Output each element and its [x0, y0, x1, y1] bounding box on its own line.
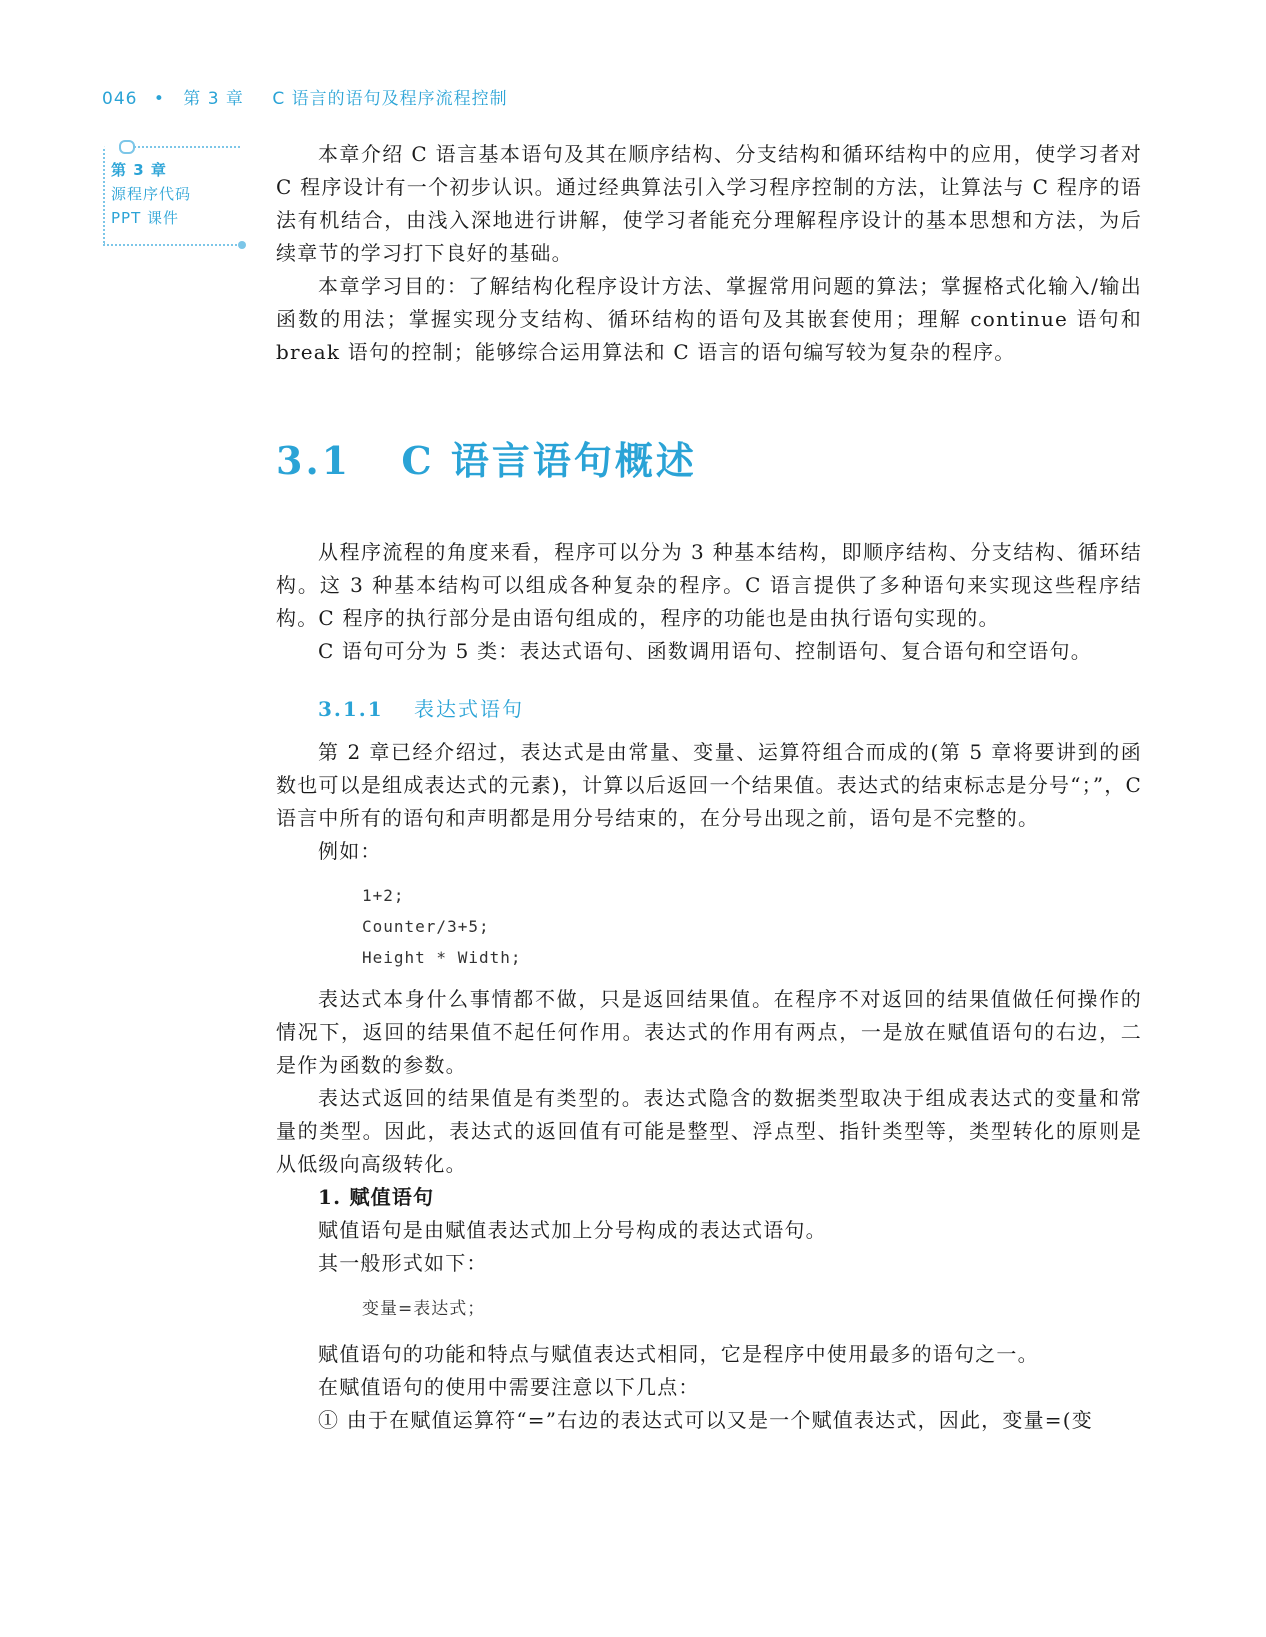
code-line: 1+2; [362, 886, 405, 905]
header-separator: • [153, 89, 165, 109]
subsection-block-2 [276, 983, 1142, 1280]
assignment-paragraph-3: 赋值语句的功能和特点与赋值表达式相同，它是程序中使用最多的语句之一。 [318, 1342, 1039, 1366]
section-intro-block [276, 536, 1142, 668]
intro-paragraph-2: 本章学习目的：了解结构化程序设计方法、掌握常用问题的算法；掌握格式化输入/输出函数的用法；掌握实现分支结构、循环结构的语句及其嵌套使用；理解 continue 语句和 break 语句的控制；能够综合运用算法和 C 语言的语句编写较为复杂的程序。 [276, 274, 1142, 364]
assignment-paragraph-2: 其一般形式如下： [318, 1251, 488, 1275]
intro-block [276, 138, 1142, 369]
code-line: Height * Width; [362, 948, 522, 967]
assignment-form-line: 变量=表达式； [362, 1299, 486, 1319]
section-paragraph-2: C 语句可分为 5 类：表达式语句、函数调用语句、控制语句、复合语句和空语句。 [318, 639, 1092, 663]
assignment-block [276, 1338, 1142, 1437]
assignment-paragraph-4: 在赋值语句的使用中需要注意以下几点： [318, 1375, 700, 1399]
assignment-paragraph-5: ① 由于在赋值运算符“=”右边的表达式可以又是一个赋值表达式，因此，变量=(变 [318, 1408, 1093, 1432]
code-example [362, 880, 522, 973]
intro-paragraph-1: 本章介绍 C 语言基本语句及其在顺序结构、分支结构和循环结构中的应用，使学习者对 C 程序设计有一个初步认识。通过经典算法引入学习程序控制的方法，让算法与 C 程序的语法有机结合，由浅入深地进行讲解，使学习者能充分理解程序设计的基本思想和方法，为后续章节的学习打下良好的基础。 [276, 142, 1142, 265]
section-title: C 语言语句概述 [401, 438, 697, 483]
assignment-form [362, 1294, 485, 1325]
header-title: C 语言的语句及程序流程控制 [272, 89, 508, 109]
running-header [102, 84, 508, 109]
subsection-title: 表达式语句 [414, 697, 525, 721]
subsection-paragraph-2: 表达式本身什么事情都不做，只是返回结果值。在程序不对返回的结果值做任何操作的情况下，返回的结果值不起任何作用。表达式的作用有两点，一是放在赋值语句的右边，二是作为函数的参数。 [276, 987, 1142, 1077]
assignment-heading: 1. 赋值语句 [318, 1185, 435, 1209]
subsection-paragraph-1: 第 2 章已经介绍过，表达式是由常量、变量、运算符组合而成的(第 5 章将要讲到的函数也可以是组成表达式的元素)，计算以后返回一个结果值。表达式的结束标志是分号“；”，C 语言中所有的语句和声明都是用分号结束的，在分号出现之前，语句是不完整的。 [276, 740, 1142, 830]
paperclip-icon [119, 140, 135, 154]
assignment-paragraph-1: 赋值语句是由赋值表达式加上分号构成的表达式语句。 [318, 1218, 827, 1242]
dot-icon [238, 241, 246, 249]
subsection-paragraph-3: 表达式返回的结果值是有类型的。表达式隐含的数据类型取决于组成表达式的变量和常量的类型。因此，表达式的返回值有可能是整型、浮点型、指针类型等，类型转化的原则是从低级向高级转化。 [276, 1086, 1142, 1176]
subsection-heading [318, 693, 524, 722]
section-paragraph-1: 从程序流程的角度来看，程序可以分为 3 种基本结构，即顺序结构、分支结构、循环结构。这 3 种基本结构可以组成各种复杂的程序。C 语言提供了多种语句来实现这些程序结构。C 程序的执行部分是由语句组成的，程序的功能也是由执行语句实现的。 [276, 540, 1142, 630]
resource-source-code: 源程序代码 [111, 185, 192, 203]
code-line: Counter/3+5; [362, 917, 490, 936]
section-heading [276, 430, 697, 485]
resource-sidebar [103, 146, 241, 246]
header-chapter: 第 3 章 [183, 89, 244, 109]
resource-list [111, 158, 191, 230]
subsection-number: 3.1.1 [318, 697, 384, 721]
resource-chapter: 第 3 章 [111, 161, 167, 179]
example-label: 例如： [318, 839, 382, 863]
page-number: 046 [102, 89, 138, 109]
subsection-block-1 [276, 736, 1142, 868]
resource-ppt: PPT 课件 [111, 209, 180, 227]
section-number: 3.1 [276, 438, 352, 483]
